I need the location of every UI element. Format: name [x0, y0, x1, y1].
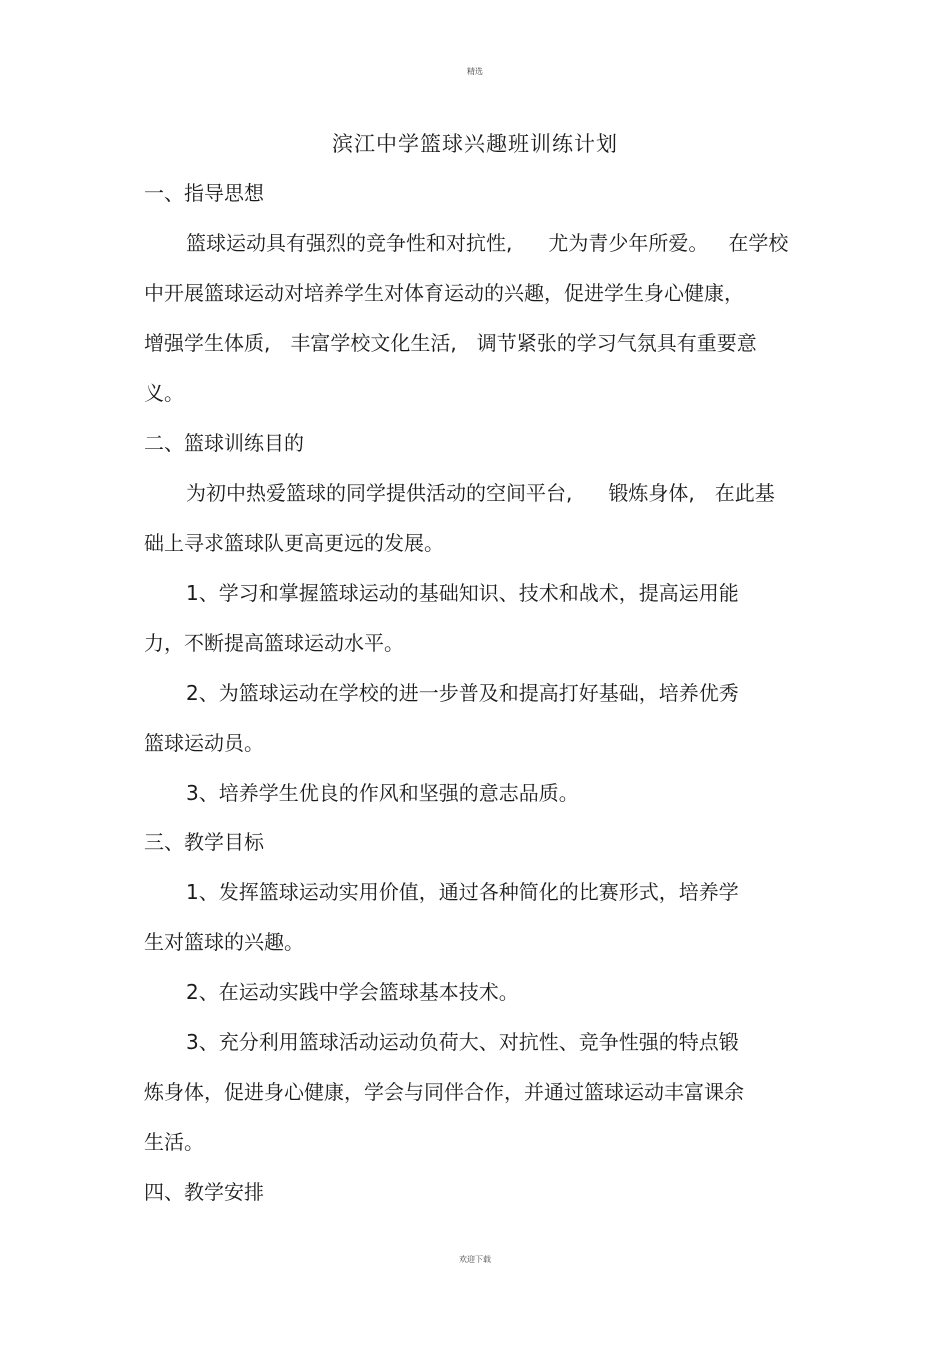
- paragraph-line: 义。: [144, 381, 184, 405]
- text-run: 锻炼身体,: [608, 481, 695, 505]
- list-item-line: 篮球运动员。: [144, 731, 264, 755]
- list-item-line: 3、充分利用篮球活动运动负荷大、对抗性、竞争性强的特点锻: [186, 1030, 739, 1054]
- list-item-line: 1、学习和掌握篮球运动的基础知识、技术和战术，提高运用能: [186, 581, 739, 605]
- section-heading-4: 四、教学安排: [144, 1180, 264, 1204]
- list-item-line: 2、为篮球运动在学校的进一步普及和提高打好基础，培养优秀: [186, 681, 739, 705]
- list-item-line: 2、在运动实践中学会篮球基本技术。: [186, 980, 519, 1004]
- list-item-line: 力，不断提高篮球运动水平。: [144, 631, 404, 655]
- paragraph-line: [144, 328, 757, 358]
- paragraph-line: [186, 228, 788, 258]
- section-heading-3: 三、教学目标: [144, 830, 264, 854]
- section-heading-1: 一、指导思想: [144, 181, 264, 205]
- list-item-line: 生对篮球的兴趣。: [144, 930, 304, 954]
- text-run: 在学校: [728, 231, 789, 255]
- text-run: 尤为青少年所爱。: [548, 231, 709, 255]
- footer-watermark: 欢迎下载: [459, 1255, 491, 1264]
- list-item-line: 1、发挥篮球运动实用价值，通过各种简化的比赛形式，培养学: [186, 880, 739, 904]
- paragraph-line: 础上寻求篮球队更高更远的发展。: [144, 531, 444, 555]
- list-item-line: 3、培养学生优良的作风和坚强的意志品质。: [186, 781, 579, 805]
- paragraph-line: [186, 478, 775, 508]
- list-item-line: 炼身体，促进身心健康，学会与同伴合作，并通过篮球运动丰富课余: [144, 1080, 744, 1104]
- paragraph-line: 中开展篮球运动对培养学生对体育运动的兴趣，促进学生身心健康，: [144, 281, 744, 305]
- text-run: 在此基: [714, 481, 775, 505]
- header-watermark: 精选: [467, 67, 483, 76]
- text-run: 篮球运动具有强烈的竞争性和对抗性,: [186, 231, 513, 255]
- section-heading-2: 二、篮球训练目的: [144, 431, 304, 455]
- text-run: 调节紧张的学习气氛具有重要意: [476, 331, 757, 355]
- text-run: 丰富学校文化生活,: [290, 331, 457, 355]
- list-item-line: 生活。: [144, 1130, 204, 1154]
- text-run: 为初中热爱篮球的同学提供活动的空间平台,: [186, 481, 573, 505]
- document-title: 滨江中学篮球兴趣班训练计划: [332, 132, 618, 156]
- text-run: 增强学生体质,: [144, 331, 271, 355]
